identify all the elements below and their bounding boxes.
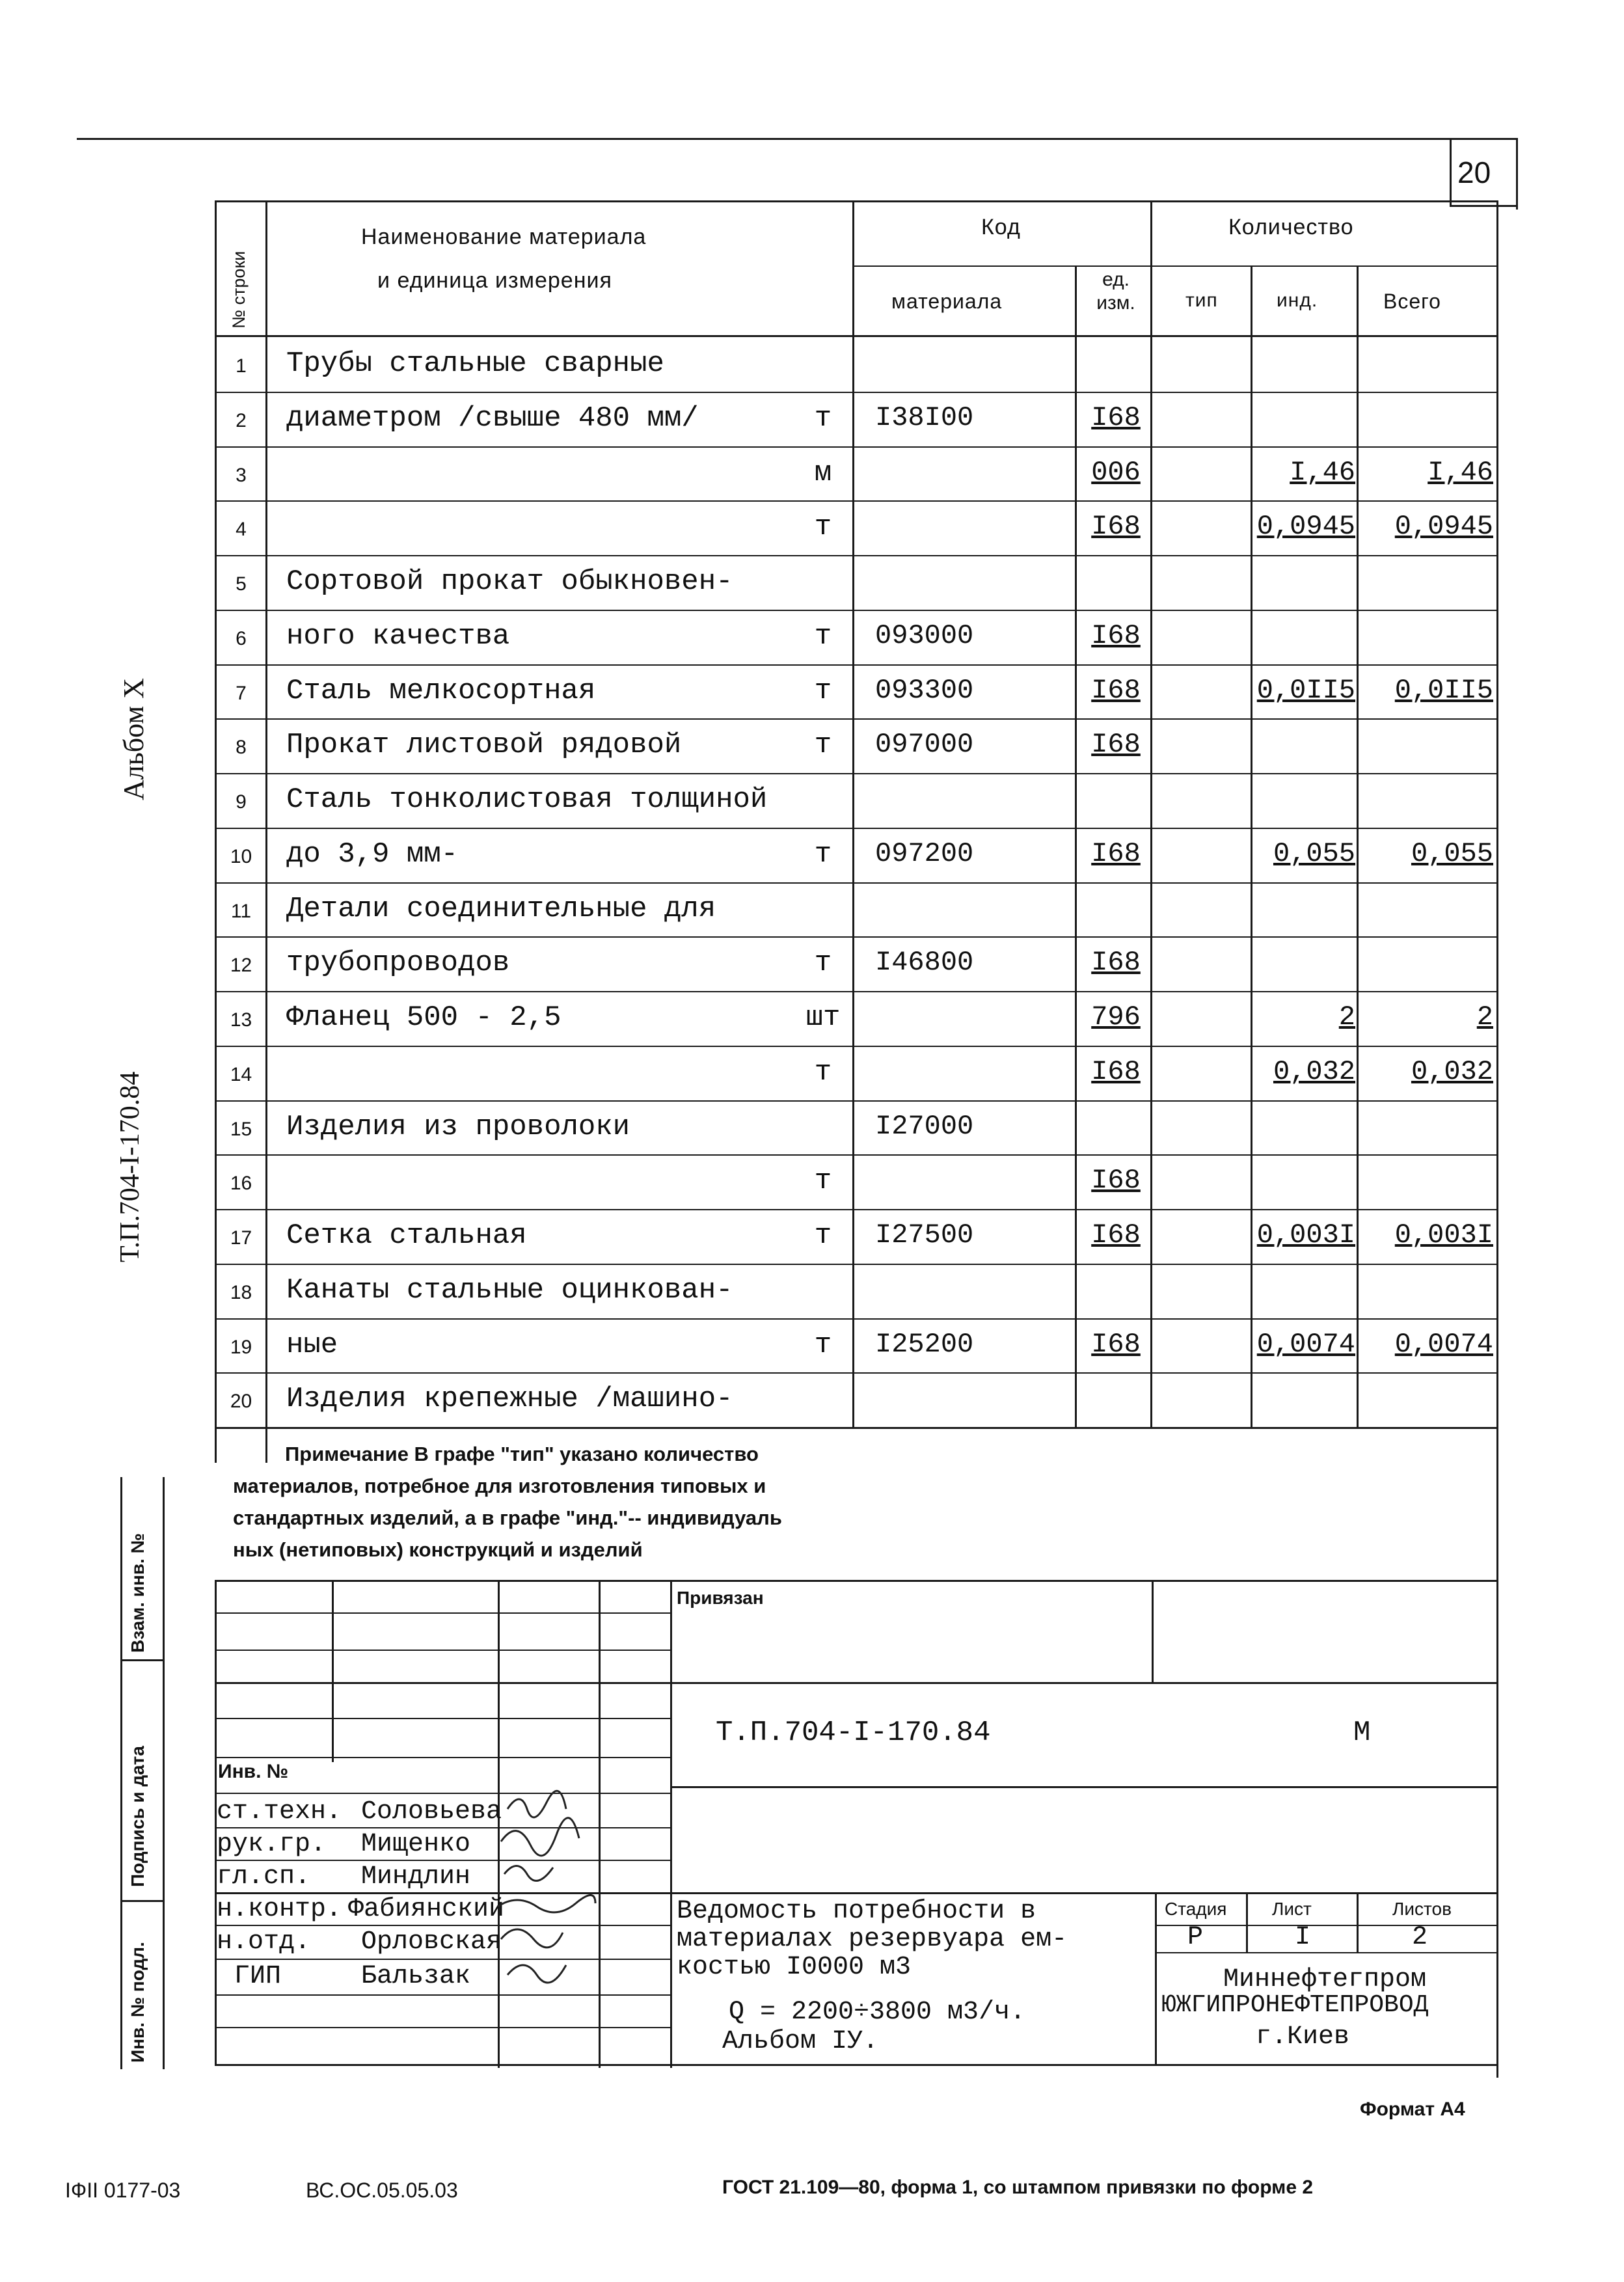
page-number: 20 <box>1457 156 1491 189</box>
cell-unit: т <box>814 729 832 761</box>
cell-ed: I68 <box>1091 620 1141 651</box>
cell-code: I46800 <box>875 947 974 978</box>
cell-ind: 0,003I <box>1256 1219 1355 1251</box>
sheets-label: Листов <box>1392 1899 1452 1919</box>
cell-n: 18 <box>230 1282 252 1303</box>
cell-n: 3 <box>236 465 247 486</box>
cell-ed: 006 <box>1091 457 1141 488</box>
cell-total: I,46 <box>1428 457 1493 488</box>
note-line-2: материалов, потребное для изготовления типовых и <box>233 1474 766 1497</box>
header-name-line1: Наименование материала <box>361 224 647 249</box>
cell-total: 0,0945 <box>1394 511 1493 542</box>
signatures <box>494 1783 625 1998</box>
cell-code: 093000 <box>875 620 974 651</box>
title-line-5: Альбом IУ. <box>722 2027 879 2056</box>
cell-total: 0,0074 <box>1394 1329 1493 1360</box>
doc-code: Т.П.704-I-170.84 <box>716 1717 991 1749</box>
note-line-3: стандартных изделий, а в графе "инд."-- индивидуаль <box>233 1506 782 1529</box>
cell-total: 0,0II5 <box>1394 675 1493 706</box>
cell-name: ные <box>286 1329 338 1361</box>
cell-unit: т <box>814 675 832 707</box>
title-line-1: Ведомость потребности в <box>677 1897 1036 1926</box>
cell-total: 2 <box>1476 1001 1493 1033</box>
cell-ed: 796 <box>1091 1001 1141 1033</box>
album-label: Альбом X <box>118 678 150 800</box>
person-role-2: рук.гр. <box>217 1830 327 1859</box>
person-name-1: Соловьева <box>361 1797 502 1827</box>
cell-ed: I68 <box>1091 1219 1141 1251</box>
cell-name: Изделия из проволоки <box>286 1111 630 1143</box>
cell-ed: I68 <box>1091 402 1141 433</box>
cell-ind: 0,0074 <box>1256 1329 1355 1360</box>
cell-ind: I,46 <box>1290 457 1355 488</box>
header-code-material: материала <box>891 290 1003 313</box>
doc-letter: М <box>1353 1717 1371 1749</box>
side-project-code: Т.П.704-I-170.84 <box>115 1071 145 1262</box>
inv-no-label: Инв. № <box>218 1761 289 1782</box>
cell-ed: I68 <box>1091 1056 1141 1087</box>
sheets-value: 2 <box>1412 1923 1428 1952</box>
stamp-label-podpis: Подпись и дата <box>128 1746 148 1887</box>
cell-unit: м <box>814 457 832 489</box>
cell-unit: т <box>814 838 832 871</box>
cell-ed: I68 <box>1091 947 1141 978</box>
person-role-3: гл.сп. <box>217 1862 311 1892</box>
stamp-label-vzam: Взам. инв. № <box>128 1533 148 1653</box>
cell-code: I27500 <box>875 1219 974 1251</box>
cell-name: диаметром /свыше 480 мм/ <box>286 402 699 435</box>
cell-code: 097000 <box>875 729 974 760</box>
cell-unit: т <box>814 1219 832 1252</box>
cell-code: I38I00 <box>875 402 974 433</box>
person-role-1: ст.техн. <box>217 1797 342 1827</box>
cell-unit: т <box>814 1056 832 1089</box>
cell-unit: т <box>814 1329 832 1361</box>
person-name-5: Орловская <box>361 1927 502 1957</box>
cell-unit: т <box>814 1165 832 1197</box>
header-qty-ind: инд. <box>1277 290 1318 311</box>
cell-code: 093300 <box>875 675 974 706</box>
title-line-3: костью I0000 м3 <box>677 1953 912 1982</box>
person-name-6: Бальзак <box>361 1962 471 1991</box>
person-role-4: н.контр. <box>217 1895 342 1924</box>
cell-ind: 2 <box>1338 1001 1355 1033</box>
cell-ind: 0,0945 <box>1256 511 1355 542</box>
person-name-2: Мищенко <box>361 1830 471 1859</box>
footer-gost: ГОСТ 21.109—80, форма 1, со штампом привязки по форме 2 <box>722 2177 1314 2198</box>
cell-code: I25200 <box>875 1329 974 1360</box>
cell-unit: шт <box>805 1001 841 1034</box>
cell-name: трубопроводов <box>286 947 510 979</box>
cell-unit: т <box>814 947 832 979</box>
cell-n: 7 <box>236 683 247 704</box>
cell-ed: I68 <box>1091 511 1141 542</box>
title-line-2: материалах резервуара ем- <box>677 1925 1068 1954</box>
person-name-4: Фабиянский <box>348 1895 505 1924</box>
note-line-1: Примечание В графе "тип" указано количество <box>285 1443 759 1465</box>
person-name-3: Миндлин <box>361 1862 471 1892</box>
stamp-label-inv: Инв. № подл. <box>128 1942 148 2063</box>
cell-n: 19 <box>230 1337 252 1358</box>
cell-name: Сталь тонколистовая толщиной <box>286 783 768 816</box>
footer-code-2: ВС.ОС.05.05.03 <box>306 2179 458 2202</box>
cell-name: Сортовой прокат обыкновен- <box>286 565 733 598</box>
cell-n: 14 <box>230 1064 252 1085</box>
header-qty: Количество <box>1228 215 1354 239</box>
cell-ed: I68 <box>1091 675 1141 706</box>
cell-name: Детали соединительные для <box>286 893 716 925</box>
cell-n: 1 <box>236 355 247 377</box>
cell-name: Сталь мелкосортная <box>286 675 596 707</box>
note <box>233 1438 782 1566</box>
cell-name: Прокат листовой рядовой <box>286 729 682 761</box>
cell-name: Фланец 500 - 2,5 <box>286 1001 562 1034</box>
stage-value: Р <box>1187 1923 1204 1952</box>
stage-label: Стадия <box>1165 1899 1227 1919</box>
cell-unit: т <box>814 511 832 543</box>
cell-n: 5 <box>236 573 247 595</box>
cell-ind: 0,0II5 <box>1256 675 1355 706</box>
footer-code-1: ІФІІ 0177-03 <box>65 2179 181 2202</box>
note-line-4: ных (нетиповых) конструкций и изделий <box>233 1538 643 1561</box>
person-role-5: н.отд. <box>217 1927 311 1957</box>
cell-code: 097200 <box>875 838 974 869</box>
cell-n: 15 <box>230 1119 252 1140</box>
cell-unit: т <box>814 620 832 653</box>
cell-ind: 0,032 <box>1273 1056 1355 1087</box>
cell-n: 12 <box>230 955 252 976</box>
privyazan-label: Привязан <box>677 1588 764 1608</box>
cell-n: 8 <box>236 737 247 758</box>
cell-ed: I68 <box>1091 1165 1141 1196</box>
header-name-line2: и единица измерения <box>377 268 612 293</box>
cell-ind: 0,055 <box>1273 838 1355 869</box>
person-role-6: ГИП <box>234 1962 282 1991</box>
cell-n: 11 <box>230 901 252 922</box>
sheet-value: I <box>1295 1923 1311 1952</box>
cell-total: 0,003I <box>1394 1219 1493 1251</box>
cell-n: 17 <box>230 1227 252 1249</box>
org-line-1: Миннефтегпром <box>1223 1965 1427 1994</box>
cell-n: 4 <box>236 519 247 540</box>
cell-name: Канаты стальные оцинкован- <box>286 1274 733 1307</box>
sheet-label: Лист <box>1272 1899 1312 1919</box>
cell-n: 16 <box>230 1173 252 1194</box>
cell-n: 20 <box>230 1391 252 1412</box>
cell-code: I27000 <box>875 1111 974 1142</box>
header-qty-type: тип <box>1185 290 1218 311</box>
cell-unit: т <box>814 402 832 435</box>
cell-n: 9 <box>236 791 247 813</box>
cell-n: 2 <box>236 410 247 431</box>
header-qty-total: Всего <box>1383 290 1441 313</box>
cell-total: 0,055 <box>1411 838 1493 869</box>
cell-n: 13 <box>230 1009 252 1031</box>
header-code-unit: ед. изм. <box>1096 269 1135 314</box>
cell-total: 0,032 <box>1411 1056 1493 1087</box>
cell-n: 6 <box>236 628 247 649</box>
cell-name: Изделия крепежные /машино- <box>286 1383 733 1415</box>
cell-n: 10 <box>230 846 252 867</box>
cell-name: до 3,9 мм- <box>286 838 459 871</box>
cell-ed: I68 <box>1091 1329 1141 1360</box>
org-line-2: ЮЖГИПРОНЕФТЕПРОВОД <box>1161 1991 1429 2019</box>
title-line-4: Q = 2200÷3800 м3/ч. <box>729 1998 1026 2027</box>
cell-name: Трубы стальные сварные <box>286 347 664 380</box>
cell-ed: I68 <box>1091 838 1141 869</box>
header-code: Код <box>981 215 1021 239</box>
cell-name: Сетка стальная <box>286 1219 527 1252</box>
format-label: Формат А4 <box>1360 2099 1465 2120</box>
cell-name: ного качества <box>286 620 510 653</box>
org-line-3: г.Киев <box>1256 2022 1350 2052</box>
cell-ed: I68 <box>1091 729 1141 760</box>
header-row-number: № строки <box>229 251 249 329</box>
